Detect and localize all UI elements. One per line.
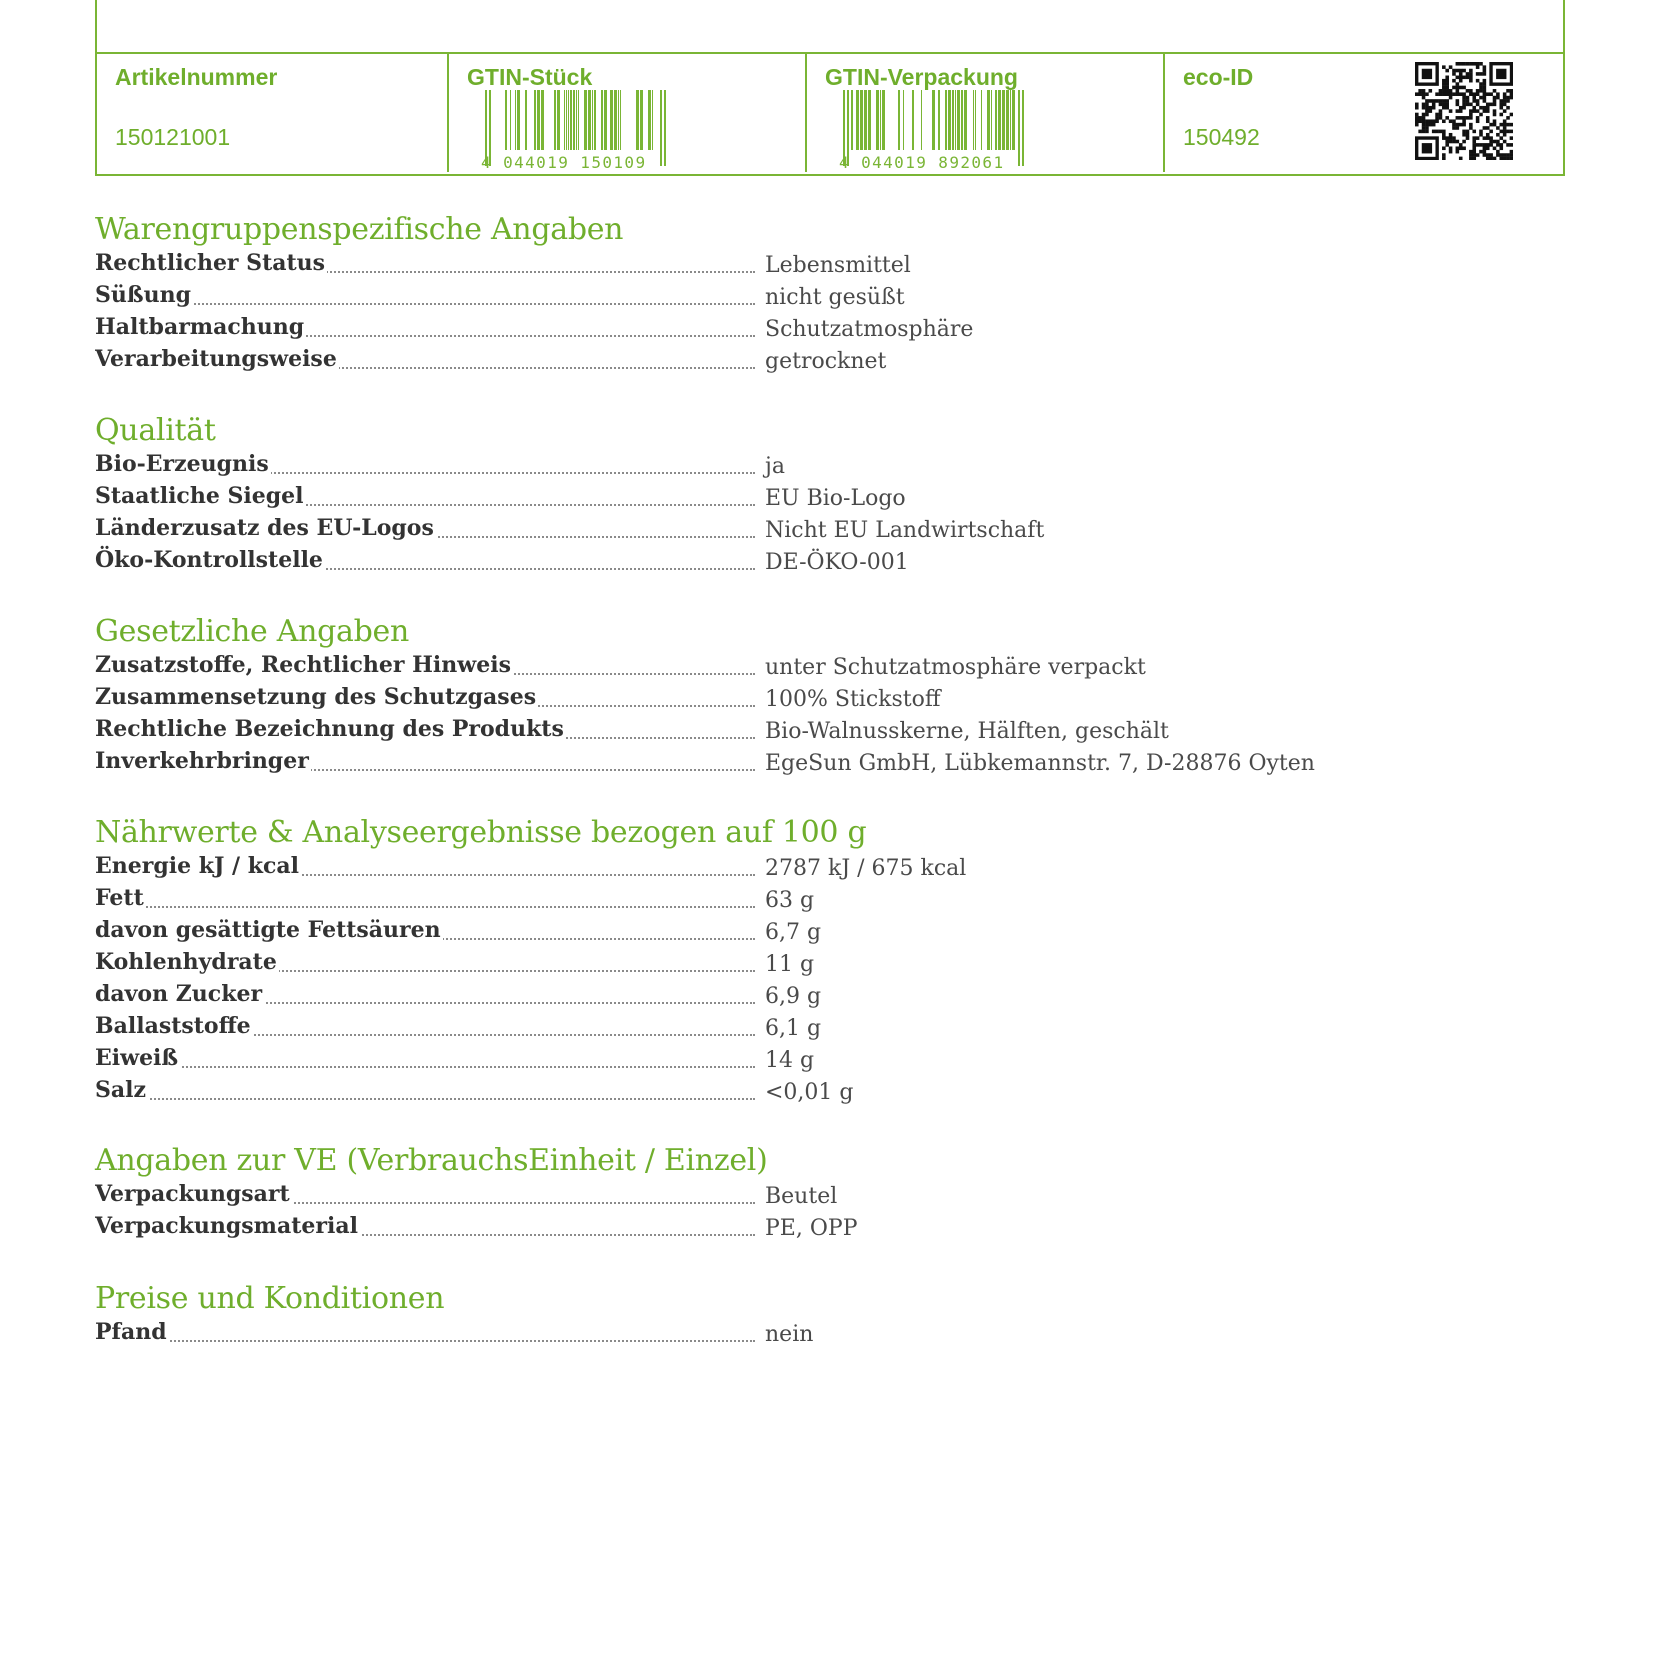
spec-label-text: Energie kJ / kcal	[95, 853, 300, 879]
spec-row	[95, 545, 1495, 577]
spec-value: EU Bio-Logo	[765, 486, 906, 511]
spec-label	[95, 545, 755, 575]
spec-value: Schutzatmosphäre	[765, 317, 974, 342]
spec-value: getrocknet	[765, 349, 887, 374]
section-preise	[95, 1281, 1495, 1349]
spec-label	[95, 746, 755, 776]
spec-label	[95, 650, 755, 680]
gtin-verpackung-barcode	[837, 90, 1027, 170]
spec-row	[95, 650, 1495, 682]
spec-label	[95, 1317, 755, 1347]
spec-row	[95, 979, 1495, 1011]
gtin-stueck-cell	[447, 54, 807, 172]
spec-label-text: Eiweiß	[95, 1045, 179, 1071]
spec-value: DE-ÖKO-001	[765, 550, 909, 575]
spec-label-text: Rechtlicher Status	[95, 250, 326, 276]
spec-label-text: Verarbeitungsweise	[95, 346, 337, 372]
spec-label-text: Süßung	[95, 282, 191, 308]
spec-row	[95, 947, 1495, 979]
section-warengruppe	[95, 212, 1495, 376]
spec-row	[95, 1179, 1495, 1211]
spec-value: <0,01 g	[765, 1080, 854, 1105]
spec-value: Lebensmittel	[765, 253, 911, 278]
spec-label-text: davon Zucker	[95, 981, 263, 1007]
spec-label	[95, 979, 755, 1009]
spec-value: PE, OPP	[765, 1216, 858, 1241]
spec-value: EgeSun GmbH, Lübkemannstr. 7, D-28876 Oyten	[765, 751, 1315, 776]
artikelnummer-label: Artikelnummer	[115, 64, 278, 90]
spec-label	[95, 883, 755, 913]
section-naehrwerte	[95, 815, 1495, 1107]
spec-label-text: Zusammensetzung des Schutzgases	[95, 684, 537, 710]
spec-row	[95, 714, 1495, 746]
spec-row	[95, 682, 1495, 714]
spec-value: Bio-Walnusskerne, Hälften, geschält	[765, 719, 1169, 744]
spec-label	[95, 513, 755, 543]
spec-label	[95, 312, 755, 342]
spec-label-text: Pfand	[95, 1319, 167, 1345]
spec-value: Nicht EU Landwirtschaft	[765, 518, 1045, 543]
spec-row	[95, 513, 1495, 545]
spec-row	[95, 1075, 1495, 1107]
section-title: Qualität	[95, 413, 216, 448]
spec-label-text: Verpackungsart	[95, 1181, 290, 1207]
spec-row	[95, 1043, 1495, 1075]
spec-row	[95, 915, 1495, 947]
spec-label	[95, 1011, 755, 1041]
spec-label	[95, 1179, 755, 1209]
gtin-verpackung-label: GTIN-Verpackung	[825, 64, 1018, 90]
spec-label	[95, 1211, 755, 1241]
section-title: Preise und Konditionen	[95, 1281, 445, 1316]
spec-value: 14 g	[765, 1048, 815, 1073]
spec-label	[95, 449, 755, 479]
spec-label	[95, 851, 755, 881]
spec-label-text: Bio-Erzeugnis	[95, 451, 269, 477]
spec-label-text: davon gesättigte Fettsäuren	[95, 917, 441, 943]
spec-row	[95, 344, 1495, 376]
eco-id-cell	[1163, 54, 1565, 172]
spec-value: nein	[765, 1322, 814, 1347]
gtin-stueck-label: GTIN-Stück	[467, 64, 593, 90]
gtin-stueck-digits: 4 044019 150109	[481, 153, 647, 170]
artikelnummer-cell	[97, 54, 447, 172]
eco-id-value: 150492	[1183, 124, 1260, 150]
section-title: Nährwerte & Analyseergebnisse bezogen auf 100 g	[95, 815, 867, 850]
spec-label-text: Zusatzstoffe, Rechtlicher Hinweis	[95, 652, 511, 678]
spec-row	[95, 746, 1495, 778]
spec-label	[95, 1075, 755, 1105]
spec-label-text: Rechtliche Bezeichnung des Produkts	[95, 716, 564, 742]
spec-label	[95, 915, 755, 945]
section-gesetzlich	[95, 614, 1495, 778]
section-qualitaet	[95, 413, 1495, 577]
spec-row	[95, 1211, 1495, 1243]
spec-row	[95, 1011, 1495, 1043]
spec-value: Beutel	[765, 1184, 838, 1209]
spec-label	[95, 947, 755, 977]
product-identifier-box	[95, 0, 1565, 176]
spec-label-text: Inverkehrbringer	[95, 748, 309, 774]
spec-label-text: Fett	[95, 885, 144, 911]
section-title: Angaben zur VE (VerbrauchsEinheit / Einzel)	[95, 1143, 768, 1178]
spec-value: 2787 kJ / 675 kcal	[765, 856, 967, 881]
eco-id-label: eco-ID	[1183, 64, 1254, 90]
spec-row	[95, 248, 1495, 280]
spec-label-text: Ballaststoffe	[95, 1013, 251, 1039]
spec-row	[95, 1317, 1495, 1349]
spec-row	[95, 280, 1495, 312]
spec-value: 63 g	[765, 888, 815, 913]
spec-value: unter Schutzatmosphäre verpackt	[765, 655, 1146, 680]
dotted-leader	[95, 1066, 755, 1068]
spec-label	[95, 1043, 755, 1073]
spec-label-text: Salz	[95, 1077, 146, 1103]
gtin-verpackung-cell	[805, 54, 1165, 172]
spec-value: 6,9 g	[765, 984, 822, 1009]
spec-label	[95, 481, 755, 511]
spec-label-text: Verpackungsmaterial	[95, 1213, 358, 1239]
spec-label	[95, 714, 755, 744]
spec-label	[95, 248, 755, 278]
spec-label	[95, 280, 755, 310]
qr-code-icon	[1415, 62, 1513, 160]
spec-label-text: Länderzusatz des EU-Logos	[95, 515, 434, 541]
spec-label-text: Kohlenhydrate	[95, 949, 277, 975]
spec-label	[95, 682, 755, 712]
spec-row	[95, 481, 1495, 513]
spec-value: 6,1 g	[765, 1016, 822, 1041]
section-ve	[95, 1143, 1495, 1243]
spec-value: 100% Stickstoff	[765, 687, 941, 712]
dotted-leader	[95, 303, 755, 305]
spec-value: ja	[765, 454, 785, 479]
section-title: Warengruppenspezifische Angaben	[95, 212, 624, 247]
spec-label	[95, 344, 755, 374]
dotted-leader	[95, 1340, 755, 1342]
gtin-stueck-barcode	[479, 90, 669, 170]
section-title: Gesetzliche Angaben	[95, 614, 409, 649]
spec-row	[95, 312, 1495, 344]
gtin-verpackung-digits: 4 044019 892061	[839, 153, 1005, 170]
artikelnummer-value: 150121001	[115, 124, 231, 150]
dotted-leader	[95, 1098, 755, 1100]
spec-label-text: Öko-Kontrollstelle	[95, 547, 323, 573]
spec-row	[95, 851, 1495, 883]
spec-row	[95, 883, 1495, 915]
spec-value: nicht gesüßt	[765, 285, 905, 310]
spec-value: 6,7 g	[765, 920, 822, 945]
spec-row	[95, 449, 1495, 481]
dotted-leader	[95, 906, 755, 908]
spec-label-text: Staatliche Siegel	[95, 483, 304, 509]
spec-label-text: Haltbarmachung	[95, 314, 305, 340]
spec-value: 11 g	[765, 952, 815, 977]
